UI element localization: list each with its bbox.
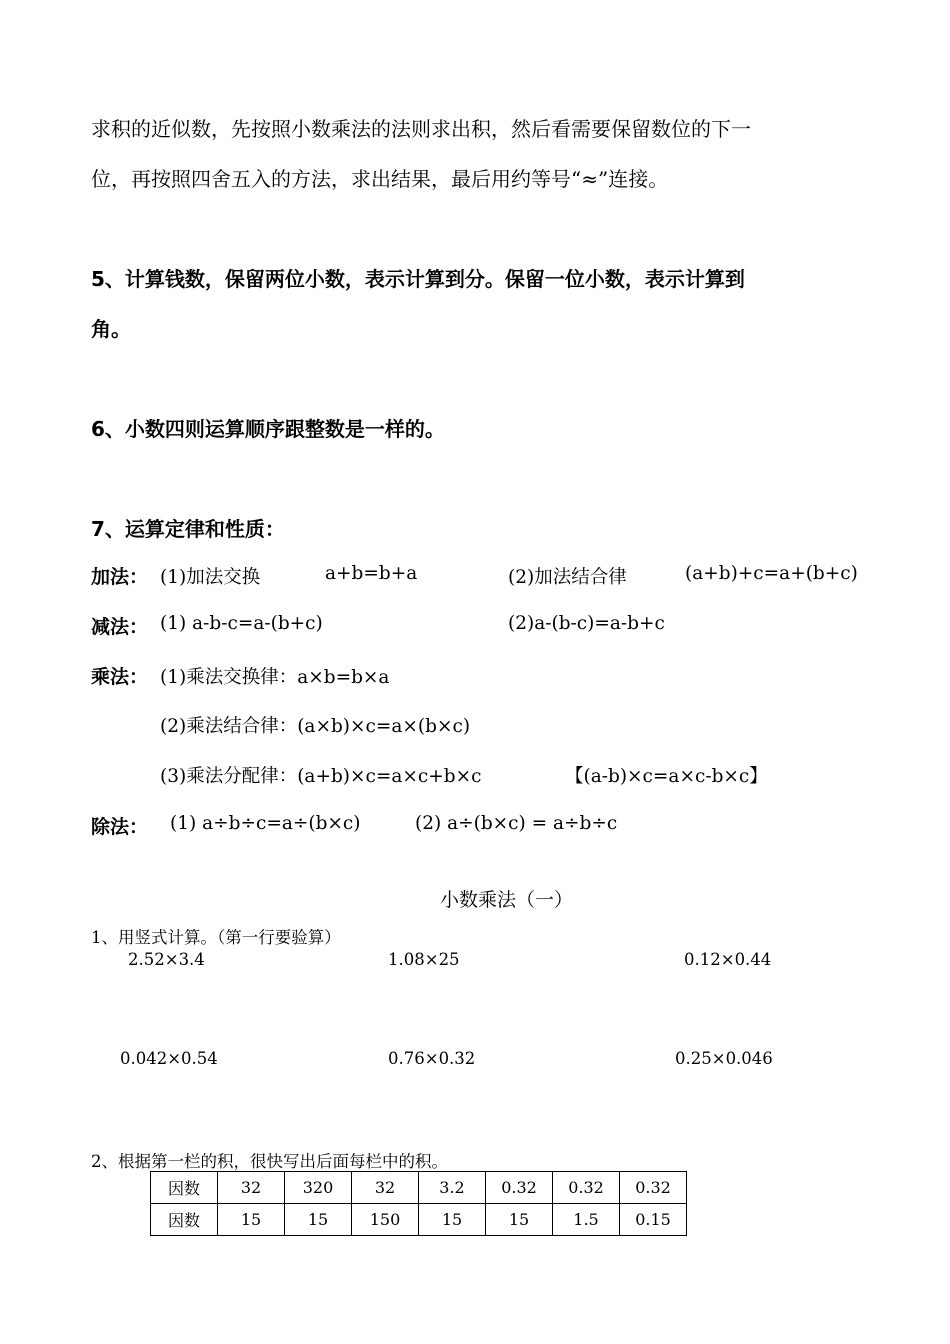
problem-1-2: 1.08×25 [388, 950, 460, 969]
subtraction-label: 减法： [91, 616, 149, 638]
subtraction-rule-2: (2)a-(b-c)=a-b+c [508, 613, 665, 634]
addition-label: 加法： [91, 566, 149, 588]
table-cell: 0.32 [620, 1172, 687, 1204]
intro-line-2: 位，再按照四舍五入的方法，求出结果，最后用约等号“≈”连接。 [91, 167, 669, 191]
subtraction-rule-1: (1) a-b-c=a-(b+c) [160, 613, 323, 634]
division-rule-1: (1) a÷b÷c=a÷(b×c) [170, 813, 361, 834]
addition-rule-1-formula: a+b=b+a [325, 563, 418, 584]
problem-2-2: 0.76×0.32 [388, 1049, 476, 1068]
multiplication-rule-1: (1)乘法交换律：a×b=b×a [160, 667, 390, 688]
table-cell: 0.32 [553, 1172, 620, 1204]
question-1-title: 1、用竖式计算。（第一行要验算） [91, 928, 341, 947]
factor-table [150, 1171, 687, 1236]
table-cell: 3.2 [419, 1172, 486, 1204]
point-7-title: 7、运算定律和性质： [91, 517, 285, 541]
table-cell: 15 [218, 1204, 285, 1236]
table-cell: 150 [352, 1204, 419, 1236]
problem-2-1: 0.042×0.54 [120, 1049, 218, 1068]
division-label: 除法： [91, 816, 149, 838]
addition-rule-1-name: (1)加法交换 [160, 567, 261, 588]
table-cell: 15 [419, 1204, 486, 1236]
table-cell: 因数 [151, 1204, 218, 1236]
table-cell: 0.15 [620, 1204, 687, 1236]
multiplication-rule-3-extra: 【(a-b)×c=a×c-b×c】 [565, 766, 768, 787]
multiplication-label: 乘法： [91, 666, 149, 688]
table-cell: 32 [218, 1172, 285, 1204]
multiplication-rule-2: (2)乘法结合律：(a×b)×c=a×(b×c) [160, 716, 471, 737]
table-row [151, 1172, 687, 1204]
exercise-title: 小数乘法（一） [440, 889, 574, 911]
question-2-title: 2、根据第一栏的积，很快写出后面每栏中的积。 [91, 1152, 448, 1171]
intro-line-1: 求积的近似数，先按照小数乘法的法则求出积，然后看需要保留数位的下一 [91, 117, 751, 141]
problem-1-1: 2.52×3.4 [128, 950, 205, 969]
problem-1-3: 0.12×0.44 [684, 950, 772, 969]
table-cell: 32 [352, 1172, 419, 1204]
table-cell: 1.5 [553, 1204, 620, 1236]
table-cell: 15 [486, 1204, 553, 1236]
problem-2-3: 0.25×0.046 [675, 1049, 773, 1068]
point-5-line-1: 5、计算钱数，保留两位小数，表示计算到分。保留一位小数，表示计算到 [91, 267, 745, 291]
point-5-line-2: 角。 [91, 317, 131, 341]
table-cell: 0.32 [486, 1172, 553, 1204]
multiplication-rule-3: (3)乘法分配律：(a+b)×c=a×c+b×c [160, 766, 482, 787]
table-row [151, 1204, 687, 1236]
addition-rule-2-formula: (a+b)+c=a+(b+c) [685, 563, 858, 584]
addition-rule-2-name: (2)加法结合律 [508, 567, 627, 588]
point-6: 6、小数四则运算顺序跟整数是一样的。 [91, 417, 445, 441]
table-cell: 15 [285, 1204, 352, 1236]
table-cell: 因数 [151, 1172, 218, 1204]
division-rule-2: (2) a÷(b×c) = a÷b÷c [415, 813, 618, 834]
table-cell: 320 [285, 1172, 352, 1204]
